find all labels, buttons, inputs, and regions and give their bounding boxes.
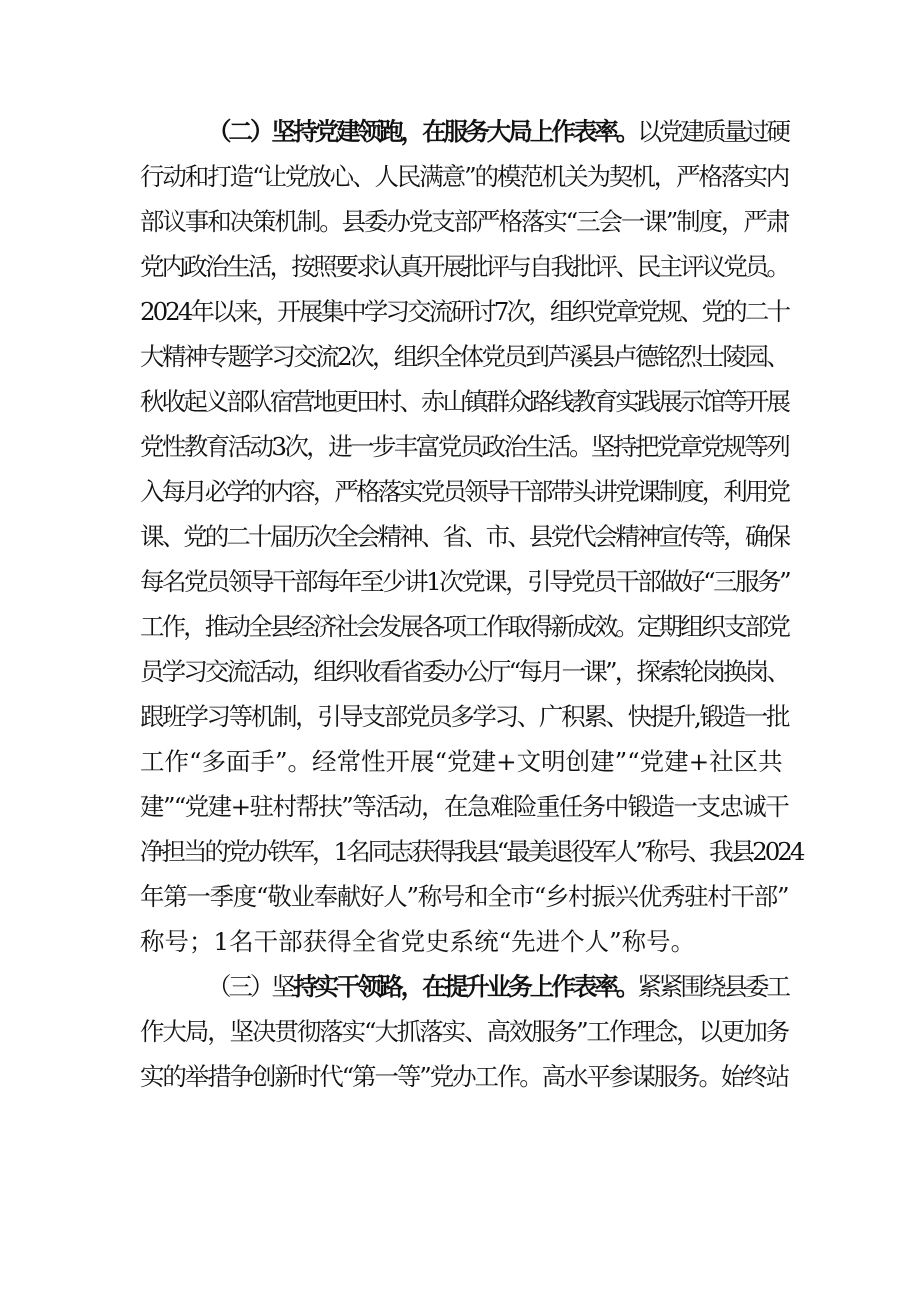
text-run: 年第一季度“敬业奉献好人”称号和全市“乡村振兴优秀驻村干部” <box>140 882 788 911</box>
text-run: 跟班学习等机制，引导支部党员多学习、广积累、快提升,锻造一批 <box>140 702 788 731</box>
text-line <box>140 567 788 597</box>
text-line <box>140 612 788 642</box>
text-line <box>140 837 803 867</box>
text-run: 秋收起义部队宿营地更田村、赤山镇群众路线教育实践展示馆等开展 <box>140 387 788 416</box>
text-line <box>140 927 788 957</box>
text-line <box>140 702 788 732</box>
text-run: 党性教育活动3次，进一步丰富党员政治生活。坚持把党章党规等列 <box>140 432 788 461</box>
text-run: 行动和打造“让党放心、人民满意”的模范机关为契机，严格落实内 <box>140 162 788 191</box>
text-run: 作大局，坚决贯彻落实“大抓落实、高效服务”工作理念，以更加务 <box>140 1017 788 1046</box>
text-line <box>140 657 788 687</box>
text-run: 建”“党建+驻村帮扶”等活动，在急难险重任务中锻造一支忠诚干 <box>140 792 788 821</box>
text-line <box>140 297 788 327</box>
text-run: 部议事和决策机制。县委办党支部严格落实“三会一课”制度，严肃 <box>140 207 788 236</box>
text-line <box>140 882 788 912</box>
text-line <box>140 432 788 462</box>
text-run: 每名党员领导干部每年至少讲1次党课，引导党员干部做好“三服务” <box>140 567 790 596</box>
text-line <box>140 477 788 507</box>
text-run: 党内政治生活，按照要求认真开展批评与自我批评、民主评议党员。 <box>140 252 788 281</box>
text-line <box>140 207 788 237</box>
text-line <box>140 342 788 372</box>
text-run: 净担当的党办铁军，1名同志获得我县“最美退役军人”称号、我县2024 <box>140 837 803 866</box>
section-heading-two: （二）坚持党建领跑，在服务大局上作表率。 <box>207 117 638 146</box>
text-run: 紧紧围绕县委工 <box>637 972 789 1001</box>
text-line <box>140 792 788 822</box>
text-line <box>140 387 788 417</box>
text-line <box>140 1017 788 1047</box>
text-run: 以党建质量过硬 <box>637 117 789 146</box>
text-line <box>207 972 788 1002</box>
text-run: 员学习交流活动，组织收看省委办公厅“每月一课”，探索轮岗换岗、 <box>140 657 788 686</box>
text-run: 2024年以来，开展集中学习交流研讨7次，组织党章党规、党的二十 <box>140 297 788 326</box>
section-heading-three-prefix: （三）坚 <box>207 972 294 1001</box>
text-run: 工作“多面手”。经常性开展“党建+文明创建”“党建+社区共 <box>140 747 783 776</box>
text-line <box>140 252 788 282</box>
text-run: 课、党的二十届历次全会精神、省、市、县党代会精神宣传等，确保 <box>140 522 788 551</box>
section-heading-three: 持实干领路，在提升业务上作表率。 <box>293 972 638 1001</box>
text-line <box>140 1062 788 1092</box>
text-line <box>207 117 788 147</box>
text-line <box>140 747 788 777</box>
text-run: 大精神专题学习交流2次，组织全体党员到芦溪县卢德铭烈士陵园、 <box>140 342 788 371</box>
text-run: 入每月必学的内容，严格落实党员领导干部带头讲党课制度，利用党 <box>140 477 788 506</box>
text-run: 称号；1名干部获得全省党史系统“先进个人”称号。 <box>140 927 696 956</box>
text-run: 工作，推动全县经济社会发展各项工作取得新成效。定期组织支部党 <box>140 612 788 641</box>
text-run: 实的举措争创新时代“第一等”党办工作。高水平参谋服务。始终站 <box>140 1062 788 1091</box>
text-line <box>140 522 788 552</box>
text-line <box>140 162 788 192</box>
